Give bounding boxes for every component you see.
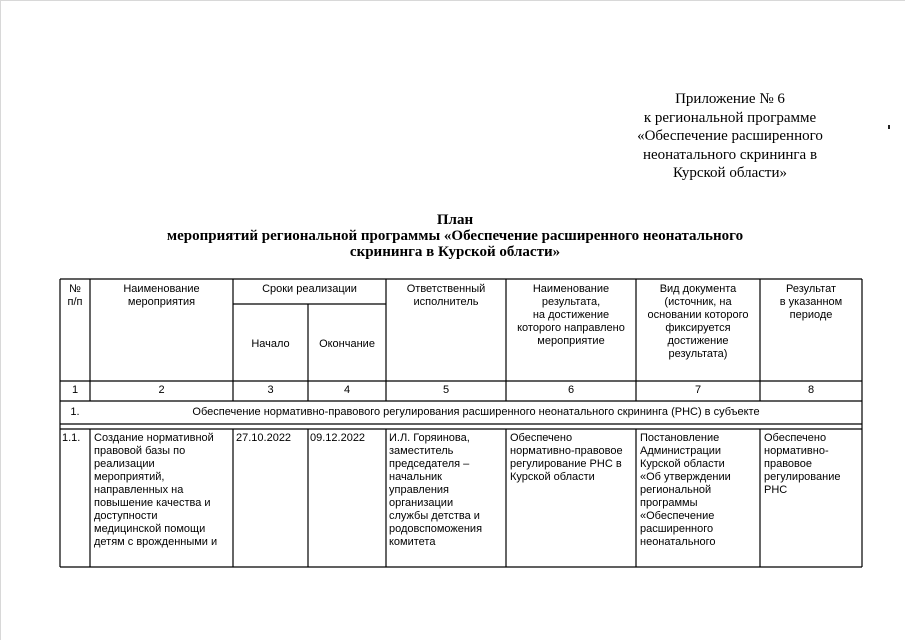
plan-title-line: План — [436, 212, 474, 228]
header-text: на достижение — [532, 309, 610, 321]
row-doc-type — [640, 432, 760, 549]
plan-title-line: мероприятий региональной программы «Обеспечение расширенного неонатального — [166, 228, 744, 244]
row-text: И.Л. Горяинова, — [389, 432, 470, 444]
row-text: Курской области — [640, 458, 725, 470]
header-doc-type — [636, 283, 760, 361]
row-text: неонатального — [640, 536, 716, 548]
row-end: 09.12.2022 — [310, 432, 366, 444]
row-text: председателя – — [389, 458, 470, 470]
row-text: родовспоможения — [389, 523, 483, 535]
row-text: направленных на — [94, 484, 184, 496]
row-text: регулирование — [764, 471, 841, 483]
header-text: № — [69, 283, 81, 295]
header-text: результата, — [541, 296, 601, 308]
header-terms: Сроки реализации — [262, 283, 357, 295]
header-text: (источник, на — [664, 296, 732, 308]
appendix-line: неонатального скрининга в — [642, 146, 818, 163]
row-text: правовое — [764, 458, 812, 470]
row-text: доступности — [94, 510, 158, 522]
header-text: Наименование — [123, 283, 200, 295]
header-text: мероприятия — [127, 296, 196, 308]
row-text: медицинской помощи — [94, 523, 206, 535]
header-text: которого направлено — [517, 322, 625, 334]
row-text: нормативно- — [764, 445, 829, 457]
row-text: «Обеспечение — [640, 510, 715, 522]
header-text: Результат — [785, 283, 837, 295]
header-text: основании которого — [647, 309, 749, 321]
header-name — [90, 283, 233, 309]
page-edge — [0, 0, 905, 1]
row-text: заместитель — [389, 445, 454, 457]
row-text: Обеспечено — [764, 432, 827, 444]
row-text: «Об утверждении — [640, 471, 731, 483]
row-text: службы детства и — [389, 510, 480, 522]
appendix-line: Курской области» — [673, 165, 787, 181]
row-text: мероприятий, — [94, 471, 165, 483]
header-text: достижение — [667, 335, 729, 347]
column-number: 3 — [267, 384, 274, 396]
row-start: 27.10.2022 — [236, 432, 292, 444]
header-start: Начало — [251, 338, 290, 350]
row-number: 1.1. — [62, 432, 81, 444]
column-number: 7 — [694, 384, 702, 396]
column-number: 6 — [567, 384, 575, 396]
plan-title — [120, 212, 790, 260]
row-text: правовой базы по — [94, 445, 186, 457]
header-text: фиксируется — [665, 322, 731, 334]
row-text: Постановление — [640, 432, 720, 444]
row-result-name — [510, 432, 636, 484]
section-number: 1. — [70, 406, 80, 418]
header-num — [60, 283, 90, 309]
appendix-line: Приложение № 6 — [675, 91, 785, 107]
row-responsible — [389, 432, 506, 549]
row-text: Администрации — [640, 445, 722, 457]
row-text: расширенного — [640, 523, 714, 535]
row-text: начальник — [389, 471, 442, 483]
header-text: результата) — [668, 348, 728, 360]
row-text: программы — [640, 497, 698, 509]
section-title: Обеспечение нормативно-правового регулирования расширенного неонатального скрининга (РНС) в субъекте — [192, 406, 760, 418]
row-name — [94, 432, 232, 549]
header-text: в указанном — [779, 296, 843, 308]
row-text: комитета — [389, 536, 436, 548]
row-result — [764, 432, 862, 497]
header-text: периоде — [789, 309, 833, 321]
header-text: исполнитель — [413, 296, 479, 308]
header-text: Ответственный — [406, 283, 486, 295]
header-text: п/п — [67, 296, 83, 308]
row-text: регулирование РНС в — [510, 458, 622, 470]
row-text: РНС — [764, 484, 788, 496]
appendix-header — [600, 90, 860, 183]
row-text: организации — [389, 497, 454, 509]
row-text: Создание нормативной — [94, 432, 214, 444]
header-result — [760, 283, 862, 322]
header-responsible — [386, 283, 506, 309]
scan-speck — [888, 125, 890, 129]
row-text: управления — [389, 484, 449, 496]
column-number: 1 — [71, 384, 79, 396]
header-text: Наименование — [532, 283, 610, 295]
row-text: Обеспечено — [510, 432, 573, 444]
row-text: нормативно-правовое — [510, 445, 623, 457]
appendix-line: к региональной программе — [643, 109, 817, 126]
column-number: 2 — [158, 384, 165, 396]
row-text: реализации — [94, 458, 155, 470]
column-number: 8 — [807, 384, 815, 396]
row-text: детям с врожденными и — [94, 536, 218, 548]
header-text: Вид документа — [659, 283, 737, 295]
header-end: Окончание — [319, 338, 375, 350]
row-text: региональной — [640, 484, 712, 496]
row-text: Курской области — [510, 471, 595, 483]
plan-title-line: скрининга в Курской области» — [349, 244, 561, 260]
header-result-name — [506, 283, 636, 348]
column-number: 4 — [343, 384, 351, 396]
appendix-line: «Обеспечение расширенного — [637, 128, 823, 144]
column-number: 5 — [442, 384, 450, 396]
row-text: повышение качества и — [94, 497, 211, 509]
page-edge — [0, 0, 1, 640]
header-text: мероприятие — [537, 335, 605, 347]
